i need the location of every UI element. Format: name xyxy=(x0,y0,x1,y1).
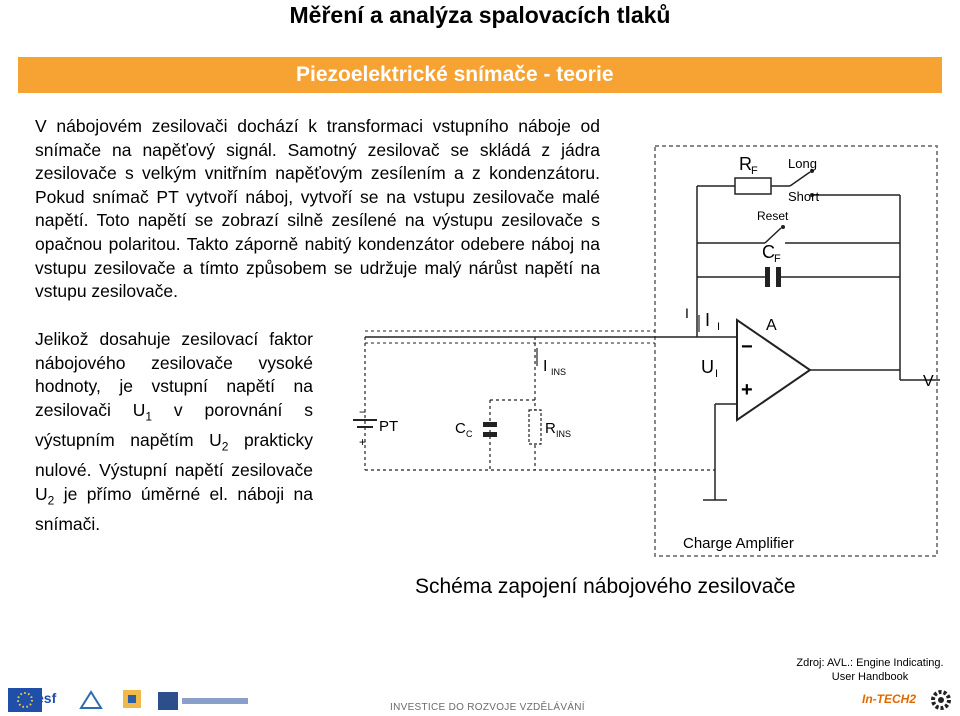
tu-logo-icon xyxy=(158,690,254,712)
gear-icon xyxy=(928,688,954,712)
charge-amplifier-diagram xyxy=(315,140,945,560)
svg-text:F: F xyxy=(751,165,758,177)
cc-label: C xyxy=(455,420,466,437)
source-line2: User Handbook xyxy=(831,671,909,683)
cc-capacitor xyxy=(483,422,497,427)
svg-text:−: − xyxy=(359,405,367,419)
slide-title: Měření a analýza spalovacích tlaků xyxy=(289,2,671,28)
iins-label: I xyxy=(543,358,548,375)
svg-text:F: F xyxy=(774,253,781,265)
pt-label: PT xyxy=(379,418,399,435)
banner-text: Piezoelektrické snímače - teorie xyxy=(296,63,614,86)
cf-label: C xyxy=(762,242,775,262)
long-short-switch xyxy=(790,172,810,186)
svg-text:INS: INS xyxy=(556,429,572,439)
footer-slogan: INVESTICE DO ROZVOJE VZDĚLÁVÁNÍ xyxy=(390,702,585,713)
rf-label: R xyxy=(739,154,752,174)
source-citation xyxy=(780,656,960,684)
opamp-a-label: A xyxy=(766,317,777,334)
section-banner xyxy=(18,57,942,93)
cf-capacitor xyxy=(765,267,770,287)
svg-text:C: C xyxy=(466,429,473,439)
rins-resistor xyxy=(529,410,541,444)
reset-switch xyxy=(765,228,781,243)
voltage-ui-label: U xyxy=(701,357,714,377)
diagram-caption: Schéma zapojení nábojového zesilovače xyxy=(415,575,796,598)
svg-text:INS: INS xyxy=(551,367,567,377)
source-line1: Zdroj: AVL.: Engine Indicating. xyxy=(796,657,944,669)
paragraph-gain: Jelikož dosahuje zesilovací faktor nábojového zesilovače vysoké hodnoty, je vstupní napětí na zesilovači $U_1$ v porovnání s výstupním napětím $U_2$ prakticky nulové. Výstupní napětí zesilovače $U_2$ je přímo úměrné el. náboji na snímači. xyxy=(35,329,313,534)
msmt-logo-icon xyxy=(78,688,104,712)
op-vk-logo-icon xyxy=(120,688,146,712)
paragraph-intro: V nábojovém zesilovači dochází k transformaci vstupního náboje od snímače na napěťový signál. Samotný zesilovač se skládá z jádra zesilovače s velkým vnitřním napěťovým zesílením a z kondenzátoru. Pokud snímač PT vytvoří náboj, vytvoří se na vstupu zesilovače malé napětí. Toto napětí se zobrazí silně zesílené na výstupu zesilovače s opačnou polaritou. Takto záporně nabitý kondenzátor odebere náboj na vstupu zesilovače a tímto způsobem se udržuje malý nárůst napětí na vstupu zesilovače. xyxy=(35,116,600,302)
svg-text:I: I xyxy=(715,368,719,380)
long-label: Long xyxy=(788,156,817,171)
output-v-label: V xyxy=(923,373,934,390)
current-i-label: I xyxy=(685,305,689,321)
opamp-minus-label: − xyxy=(741,336,753,358)
esf-logo: esf xyxy=(36,690,57,706)
svg-text:I: I xyxy=(717,321,721,333)
charge-amplifier-label: Charge Amplifier xyxy=(683,535,794,552)
intech-logo: In-TECH2 xyxy=(862,692,916,706)
rins-label: R xyxy=(545,420,556,437)
reset-label: Reset xyxy=(757,209,789,223)
opamp-triangle xyxy=(737,320,810,420)
rf-resistor xyxy=(735,178,771,194)
svg-text:+: + xyxy=(359,435,367,449)
current-ii-label: I xyxy=(705,310,711,330)
short-label: Short xyxy=(788,189,820,204)
opamp-plus-label: + xyxy=(741,379,753,401)
